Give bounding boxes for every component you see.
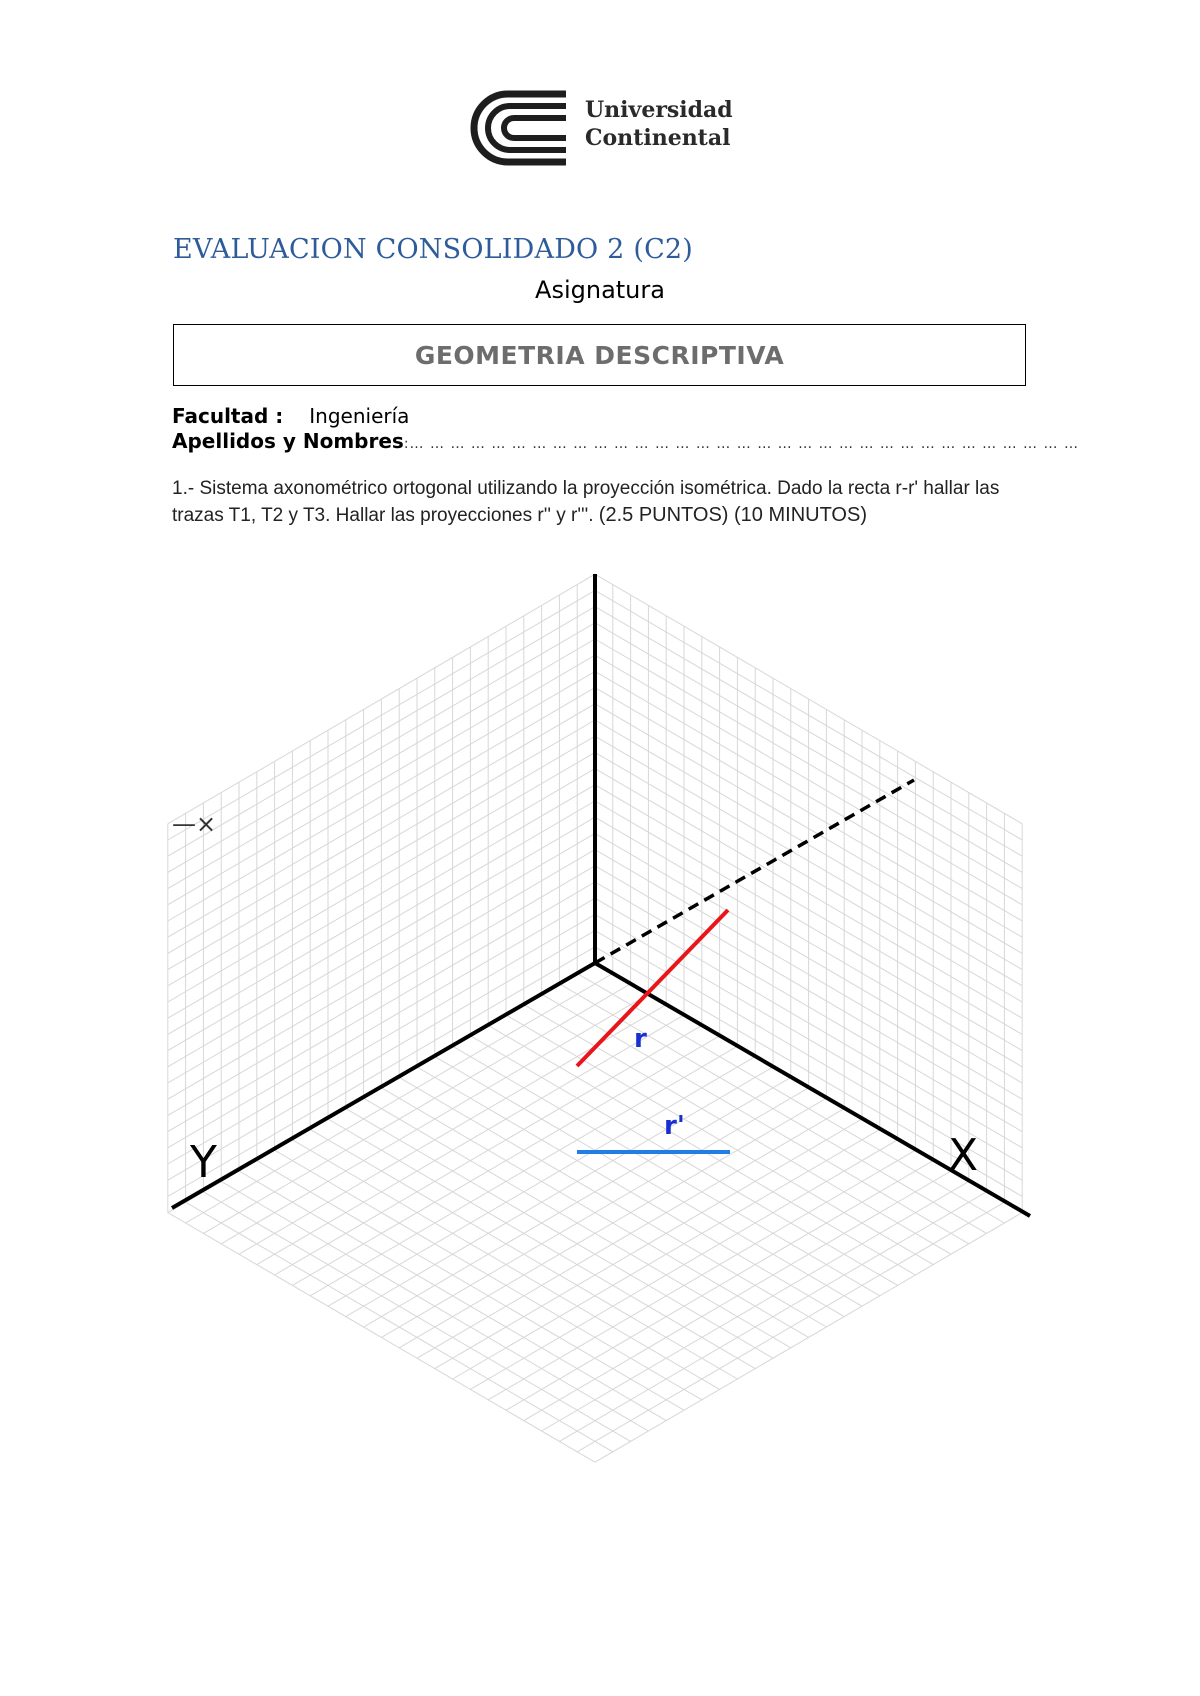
faculty-label: Facultad : bbox=[172, 404, 284, 428]
faculty-value: Ingeniería bbox=[309, 404, 410, 428]
logo-line-2: Continental bbox=[585, 125, 731, 151]
axis-x-label: X bbox=[948, 1130, 979, 1181]
logo-line-1: Universidad bbox=[585, 97, 733, 123]
axis-y bbox=[172, 963, 595, 1208]
names-label: Apellidos y Nombres bbox=[172, 429, 404, 453]
axis-y-label: Y bbox=[190, 1137, 217, 1188]
subject-name: GEOMETRIA DESCRIPTIVA bbox=[414, 340, 785, 370]
grid-floor bbox=[168, 963, 1022, 1462]
exam-title: EVALUACION CONSOLIDADO 2 (C2) bbox=[173, 234, 694, 265]
grid-left-wall bbox=[168, 574, 595, 1212]
grid-right-wall bbox=[595, 574, 1022, 1212]
line-r-label: r bbox=[634, 1024, 647, 1054]
subject-label: Asignatura bbox=[535, 276, 665, 304]
mark-label: —× bbox=[172, 810, 217, 838]
dashed-line bbox=[595, 780, 914, 963]
question-points: (2.5 PUNTOS) (10 MINUTOS) bbox=[598, 504, 867, 526]
line-r-prime-label: r' bbox=[664, 1111, 685, 1141]
names-blank: :… … … … … … … … … … … … … … … … … … … … … … … … … … … … … … … … … bbox=[403, 436, 1079, 452]
question-text: 1.- Sistema axonométrico ortogonal utilizando la proyección isométrica. Dado la recta r-r' hallar las trazas T1, T2 y T3. Hallar las proyecciones r'' y r'''. bbox=[172, 478, 1000, 526]
